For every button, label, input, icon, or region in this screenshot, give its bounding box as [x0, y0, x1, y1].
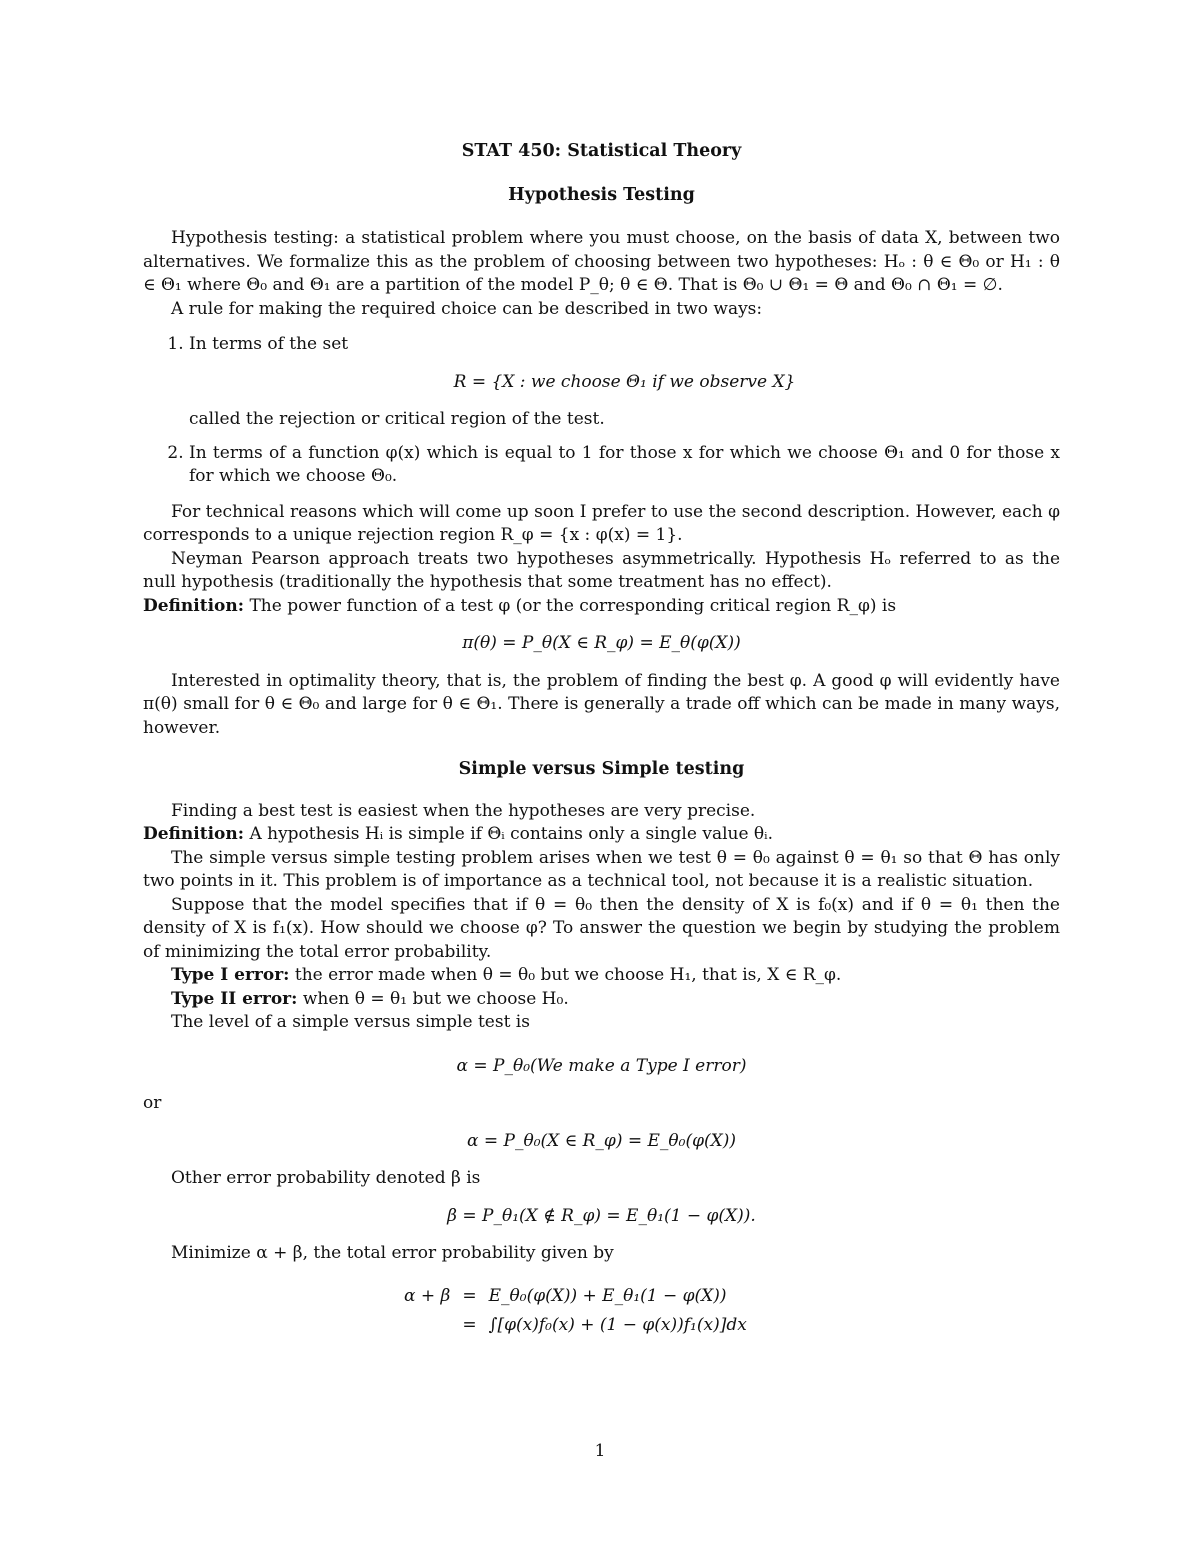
type2-error-paragraph — [143, 988, 1060, 1012]
intro-paragraph: Hypothesis testing: a statistical problem where you must choose, on the basis of data X, between two alternatives. We formalize this as the problem of choosing between two hypotheses: Hₒ : θ ∈ Θ₀ or H₁ : θ ∈ Θ₁ where Θ₀ and Θ₁ are a partition of the model P_θ; θ ∈ Θ. That is Θ₀ ∪ Θ₁ = Θ and Θ₀ ∩ Θ₁ = ∅. — [143, 228, 1060, 295]
equation-equals: = — [462, 1285, 477, 1306]
definition-label: Definition: — [143, 824, 245, 844]
equation-equals: = — [462, 1315, 477, 1335]
type1-error-paragraph — [143, 964, 1060, 988]
equation-rhs-1: E_θ₀(φ(X)) + E_θ₁(1 − φ(X)) — [488, 1285, 727, 1306]
description-list — [143, 333, 1060, 489]
document-page — [143, 140, 1060, 1357]
type2-label: Type II error: — [171, 988, 298, 1009]
simple-intro-paragraph: Finding a best test is easiest when the hypotheses are very precise. — [171, 800, 756, 821]
item2-text: In terms of a function φ(x) which is equal to 1 for those x for which we choose Θ₁ and 0 for those x for which we choose Θ₀. — [189, 442, 1060, 486]
item1-text: In terms of the set — [189, 334, 349, 354]
list-item — [189, 442, 1060, 489]
beta-equation: β = P_θ₁(X ∉ R_φ) = E_θ₁(1 − φ(X)). — [447, 1205, 756, 1226]
type1-label: Type I error: — [171, 965, 290, 985]
document-title: STAT 450: Statistical Theory — [461, 141, 742, 161]
list-item — [189, 333, 1060, 432]
document-subtitle: Hypothesis Testing — [508, 184, 695, 205]
or-text: or — [143, 1093, 162, 1113]
page-number: 1 — [594, 1441, 606, 1461]
alpha-equation-2: α = P_θ₀(X ∈ R_φ) = E_θ₀(φ(X)) — [466, 1130, 737, 1151]
section-heading: Simple versus Simple testing — [458, 759, 745, 779]
definition-text: The power function of a test φ (or the corresponding critical region R_φ) is — [249, 595, 897, 616]
power-function-equation: π(θ) = P_θ(X ∈ R_φ) = E_θ(φ(X)) — [462, 633, 741, 653]
total-error-equation-array — [143, 1282, 1060, 1341]
technical-paragraph: For technical reasons which will come up soon I prefer to use the second description. However, each φ corresponds to a unique rejection region R_φ = {x : φ(x) = 1}. — [143, 501, 1060, 545]
type2-text: when θ = θ₁ but we choose H₀. — [302, 988, 569, 1009]
definition-simple — [143, 823, 1060, 847]
equation-lhs: α + β — [404, 1285, 451, 1306]
level-paragraph: The level of a simple versus simple test is — [171, 1012, 530, 1032]
simple-problem-paragraph: The simple versus simple testing problem arises when we test θ = θ₀ against θ = θ₁ so that Θ has only two points in it. This problem is of importance as a technical tool, not because it is a realistic situation. — [143, 847, 1060, 891]
beta-intro-paragraph: Other error probability denoted β is — [171, 1168, 481, 1188]
model-paragraph: Suppose that the model specifies that if θ = θ₀ then the density of X is f₀(x) and if θ = θ₁ then the density of X is f₁(x). How should we choose φ? To answer the question we begin by studying the problem of minimizing the total error probability. — [143, 894, 1060, 962]
minimize-paragraph: Minimize α + β, the total error probability given by — [171, 1243, 614, 1263]
type1-text: the error made when θ = θ₀ but we choose H₁, that is, X ∈ R_φ. — [294, 965, 842, 985]
rejection-set-equation: R = {X : we choose Θ₁ if we observe X} — [453, 371, 796, 392]
rule-paragraph: A rule for making the required choice can be described in two ways: — [171, 298, 763, 319]
definition-text: A hypothesis Hᵢ is simple if Θᵢ contains only a single value θᵢ. — [249, 824, 773, 844]
equation-rhs-2: ∫[φ(x)f₀(x) + (1 − φ(x))f₁(x)]dx — [488, 1315, 747, 1335]
alpha-equation-1: α = P_θ₀(We make a Type I error) — [456, 1055, 747, 1076]
neyman-pearson-paragraph: Neyman Pearson approach treats two hypotheses asymmetrically. Hypothesis Hₒ referred to as the null hypothesis (traditionally the hypothesis that some treatment has no effect). — [143, 548, 1060, 592]
definition-power — [143, 595, 1060, 619]
optimality-paragraph: Interested in optimality theory, that is, the problem of finding the best φ. A good φ will evidently have π(θ) small for θ ∈ Θ₀ and large for θ ∈ Θ₁. There is generally a trade off which can be made in many ways, however. — [143, 670, 1060, 738]
item1-followup: called the rejection or critical region of the test. — [189, 409, 605, 429]
definition-label: Definition: — [143, 595, 245, 616]
